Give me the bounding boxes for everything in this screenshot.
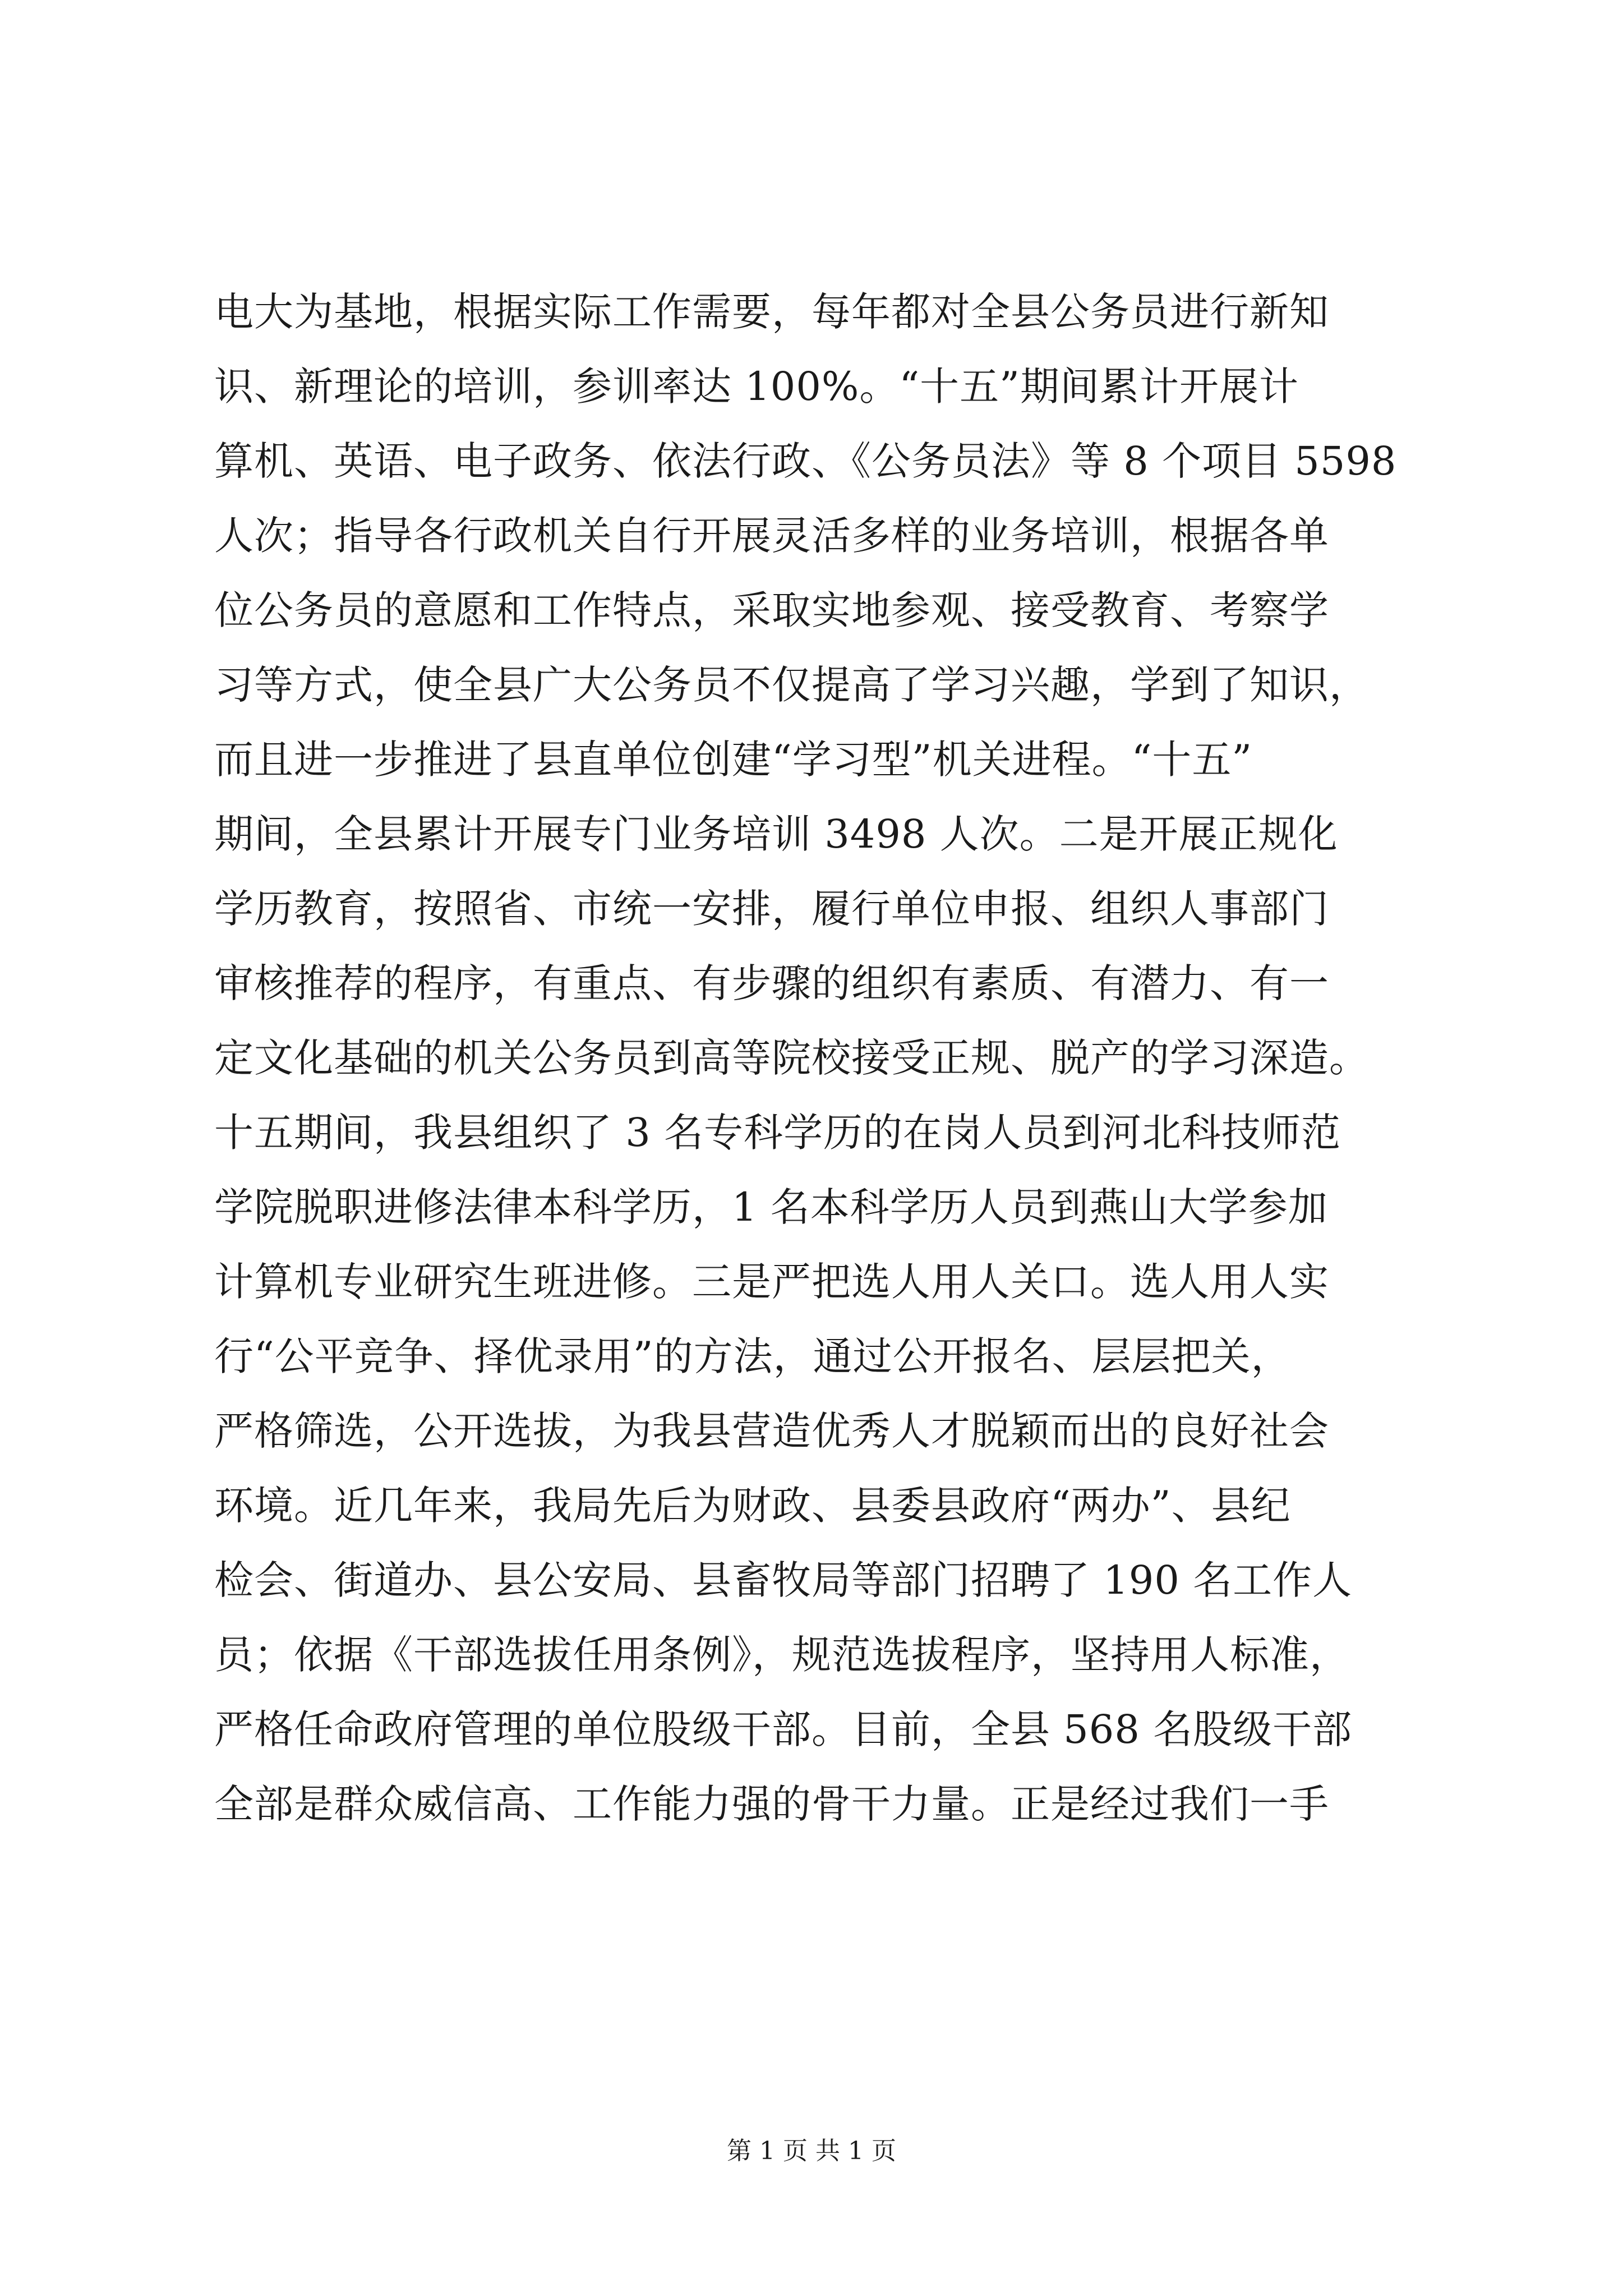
text-line: 算机、英语、电子政务、依法行政、《公务员法》等 8 个项目 5598 [214, 438, 1397, 484]
page-footer [0, 2134, 1623, 2168]
page-number-label: 第 1 页 共 1 页 [727, 2137, 896, 2165]
text-line: 而且进一步推进了县直单位创建“学习型”机关进程。“十五” [214, 737, 1253, 783]
text-line: 人次；指导各行政机关自行开展灵活多样的业务培训，根据各单 [214, 513, 1329, 559]
text-line: 行“公平竞争、择优录用”的方法，通过公开报名、层层把关， [214, 1333, 1291, 1379]
text-line: 审核推荐的程序，有重点、有步骤的组织有素质、有潜力、有一 [214, 960, 1329, 1006]
text-line: 全部是群众威信高、工作能力强的骨干力量。正是经过我们一手 [214, 1781, 1329, 1827]
text-line: 定文化基础的机关公务员到高等院校接受正规、脱产的学习深造。 [214, 1035, 1369, 1081]
text-line: 十五期间，我县组织了 3 名专科学历的在岗人员到河北科技师范 [214, 1110, 1341, 1156]
text-line: 期间，全县累计开展专门业务培训 3498 人次。二是开展正规化 [214, 811, 1338, 857]
text-line: 员；依据《干部选拔任用条例》，规范选拔程序，坚持用人标准， [214, 1632, 1349, 1678]
text-line: 电大为基地，根据实际工作需要，每年都对全县公务员进行新知 [214, 289, 1329, 335]
text-line: 环境。近几年来，我局先后为财政、县委县政府“两办”、县纪 [214, 1483, 1291, 1529]
text-line: 严格任命政府管理的单位股级干部。目前，全县 568 名股级干部 [214, 1706, 1353, 1752]
text-line: 学历教育，按照省、市统一安排，履行单位申报、组织人事部门 [214, 886, 1329, 932]
text-line: 习等方式，使全县广大公务员不仅提高了学习兴趣，学到了知识， [214, 662, 1369, 708]
text-line: 计算机专业研究生班进修。三是严把选人用人关口。选人用人实 [214, 1259, 1329, 1305]
body-text [214, 275, 1414, 1842]
text-line: 严格筛选，公开选拔，为我县营造优秀人才脱颖而出的良好社会 [214, 1408, 1329, 1454]
text-line: 位公务员的意愿和工作特点，采取实地参观、接受教育、考察学 [214, 587, 1329, 633]
text-line: 学院脱职进修法律本科学历，1 名本科学历人员到燕山大学参加 [214, 1184, 1328, 1230]
text-line: 识、新理论的培训，参训率达 100%。“十五”期间累计开展计 [214, 364, 1299, 409]
text-line: 检会、街道办、县公安局、县畜牧局等部门招聘了 190 名工作人 [214, 1557, 1353, 1603]
